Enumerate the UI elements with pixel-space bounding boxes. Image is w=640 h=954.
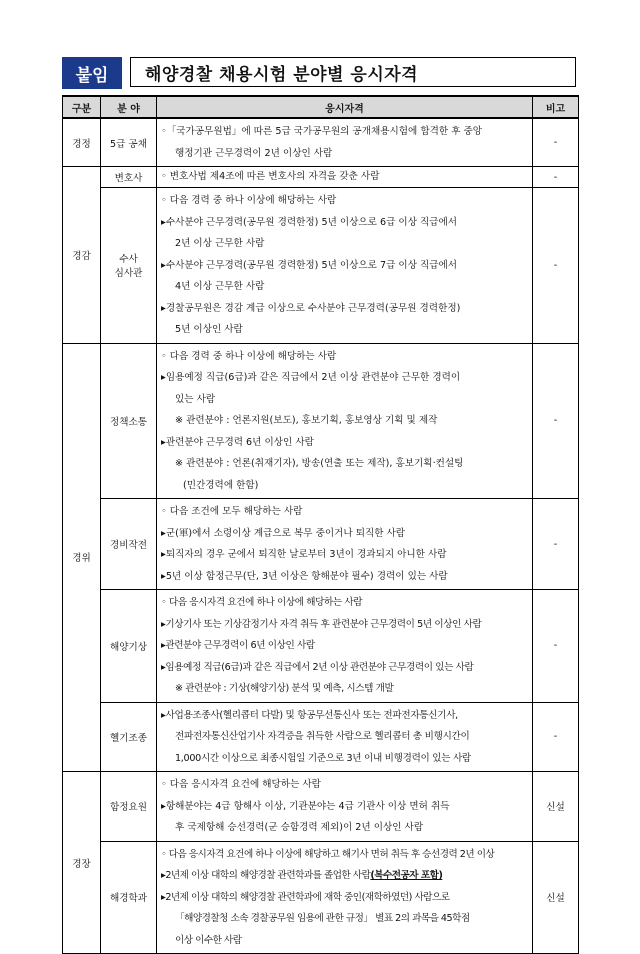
qualification-line: ◦「국가공무원법」에 따른 5급 국가공무원의 공개채용시험에 합격한 후 중앙 (161, 126, 483, 137)
qualification-cell (157, 343, 533, 499)
field-cell: 변호사 (101, 167, 157, 188)
qualification-line: ◦ 다음 응시자격 요건에 해당하는 사람 (161, 779, 321, 790)
qualification-line: 5년 이상인 사람 (175, 324, 243, 335)
table-row (63, 841, 579, 954)
qualification-line: 후 국제항해 승선경력(군 승함경력 제외)이 2년 이상인 사람 (175, 822, 424, 833)
qualification-line: 전파전자통신산업기사 자격증을 취득한 사람으로 헬리콥터 총 비행시간이 (175, 731, 470, 742)
qualification-line: ◦ 다음 경력 중 하나 이상에 해당하는 사람 (161, 350, 337, 362)
qualification-cell (157, 167, 533, 188)
category-cell: 경정 (63, 118, 101, 167)
category-cell: 경위 (63, 343, 101, 772)
qualification-cell (157, 702, 533, 772)
qualification-line: 4년 이상 근무한 사람 (175, 281, 265, 292)
column-header-field: 분 야 (101, 96, 157, 118)
column-header-note: 비고 (533, 96, 579, 118)
document-title: 해양경찰 채용시험 분야별 응시자격 (130, 57, 576, 87)
column-header-qualification: 응시자격 (157, 96, 533, 118)
category-cell: 경장 (63, 772, 101, 954)
field-cell: 함정요원 (101, 772, 157, 842)
qualification-line: ※ 관련분야 : 언론지원(보도), 홍보기획, 홍보영상 기획 및 제작 (175, 415, 438, 426)
qualification-line: 이상 이수한 사람 (175, 934, 242, 946)
qualification-line: 「해양경찰청 소속 경찰공무원 임용에 관한 규정」 별표 2의 과목을 45학점 (175, 913, 470, 924)
qualification-line: ▸임용예정 직급(6급)과 같은 직급에서 2년 이상 관련분야 근무한 경력이 (161, 372, 461, 383)
qualification-line: 1,000시간 이상으로 최종시험일 기준으로 3년 이내 비행경력이 있는 사람 (175, 752, 471, 764)
field-label-line: 수사 (119, 254, 138, 266)
qualification-line: (민간경력에 한함) (183, 479, 259, 491)
qualification-line: ▸퇴직자의 경우 군에서 퇴직한 날로부터 3년이 경과되지 아니한 사람 (161, 549, 447, 560)
table-row (63, 167, 579, 188)
qualification-line: ▸군(軍)에서 소령이상 계급으로 복무 중이거나 퇴직한 사람 (161, 527, 406, 539)
table-row (63, 702, 579, 772)
qualification-line: ▸2년제 이상 대학의 해양경찰 관련학과에 재학 중인(재학하였던) 사람으로 (161, 891, 450, 903)
note-cell: - (533, 499, 579, 590)
qualification-cell (157, 841, 533, 954)
qualification-line: ▸임용예정 직급(6급)과 같은 직급에서 2년 이상 관련분야 근무경력이 있는 사람 (161, 661, 474, 673)
qualification-line: ※ 관련분야 : 언론(취재기자), 방송(연출 또는 제작), 홍보기획·컨설팅 (175, 458, 464, 469)
field-cell: 5급 공채 (101, 118, 157, 167)
qualification-line: ▸5년 이상 함정근무(단, 3년 이상은 항해분야 필수) 경력이 있는 사람 (161, 570, 448, 582)
table-row (63, 188, 579, 344)
qualification-line: ◦ 다음 경력 중 하나 이상에 해당하는 사람 (161, 195, 337, 206)
table-row (63, 343, 579, 499)
qualification-cell (157, 772, 533, 842)
note-cell: - (533, 188, 579, 344)
qualification-line: ◦ 다음 응시자격 요건에 하나 이상에 해당하는 사람 (161, 597, 363, 608)
qualification-line: 2년 이상 근무한 사람 (175, 238, 265, 249)
document-header (62, 57, 578, 89)
attachment-tag: 붙임 (62, 57, 122, 89)
qualification-line: ◦ 다음 조건에 모두 해당하는 사람 (161, 506, 303, 517)
field-cell: 헬기조종 (101, 702, 157, 772)
note-cell: - (533, 590, 579, 703)
field-cell: 경비작전 (101, 499, 157, 590)
note-cell: - (533, 343, 579, 499)
qualification-line (161, 865, 528, 887)
qualification-cell (157, 590, 533, 703)
qualification-line: ▸기상기사 또는 기상감정기사 자격 취득 후 관련분야 근무경력이 5년 이상인 사람 (161, 618, 482, 630)
field-cell (101, 188, 157, 344)
note-cell: - (533, 118, 579, 167)
qualification-line: ▸관련분야 근무경력 6년 이상인 사람 (161, 436, 314, 448)
field-cell: 해양기상 (101, 590, 157, 703)
table-header-row (63, 96, 579, 118)
qualification-line: ▸관련분야 근무경력이 6년 이상인 사람 (161, 640, 315, 651)
qualification-line: 행정기관 근무경력이 2년 이상인 사람 (175, 147, 333, 159)
qualification-table (62, 95, 579, 954)
qualification-cell (157, 118, 533, 167)
field-cell: 해경학과 (101, 841, 157, 954)
qualification-cell (157, 188, 533, 344)
qualification-line: ▸경찰공무원은 경감 계급 이상으로 수사분야 근무경력(공무원 경력한정) (161, 302, 461, 314)
note-cell: - (533, 702, 579, 772)
column-header-category: 구분 (63, 96, 101, 118)
emphasis-text: (복수전공자 포함) (370, 870, 443, 881)
qualification-line: 있는 사람 (175, 393, 216, 405)
category-cell: 경감 (63, 167, 101, 344)
qualification-line-text: ▸2년제 이상 대학의 해양경찰 관련학과를 졸업한 사람 (161, 870, 371, 881)
qualification-line: ※ 관련분야 : 기상(해양기상) 분석 및 예측, 시스템 개발 (175, 683, 394, 694)
qualification-line: ▸수사분야 근무경력(공무원 경력한정) 5년 이상으로 6급 이상 직급에서 (161, 216, 458, 228)
table-row (63, 118, 579, 167)
qualification-line: ▸항해분야는 4급 항해사 이상, 기관분야는 4급 기관사 이상 면허 취득 (161, 800, 450, 812)
note-cell: 신설 (533, 772, 579, 842)
qualification-line: ◦ 다음 응시자격 요건에 하나 이상에 해당하고 해기사 면허 취득 후 승선경력 2년 이상 (161, 848, 495, 860)
table-row (63, 590, 579, 703)
qualification-line: ◦ 변호사법 제4조에 따른 변호사의 자격을 갖춘 사람 (161, 171, 380, 182)
qualification-cell (157, 499, 533, 590)
table-row (63, 772, 579, 842)
qualification-line: ▸사업용조종사(헬리콥터 다발) 및 항공무선통신사 또는 전파전자통신기사, (161, 709, 458, 721)
table-row (63, 499, 579, 590)
note-cell: 신설 (533, 841, 579, 954)
field-cell: 정책소통 (101, 343, 157, 499)
qualification-line: ▸수사분야 근무경력(공무원 경력한정) 5년 이상으로 7급 이상 직급에서 (161, 259, 458, 271)
field-label-line: 심사관 (114, 268, 143, 280)
note-cell: - (533, 167, 579, 188)
